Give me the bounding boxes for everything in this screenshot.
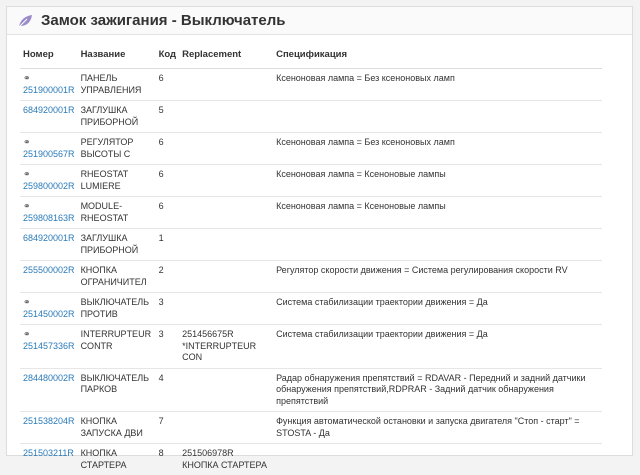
panel-header bbox=[7, 7, 632, 35]
table-row bbox=[20, 368, 602, 412]
part-number-cell bbox=[20, 368, 78, 412]
part-number-cell bbox=[20, 325, 78, 369]
table-row bbox=[20, 412, 602, 444]
table-row bbox=[20, 69, 602, 101]
table-row bbox=[20, 229, 602, 261]
part-code-cell: 2 bbox=[156, 261, 180, 293]
spec-cell: Ксеноновая лампа = Ксеноновые лампы bbox=[273, 197, 602, 229]
column-header-number: Номер bbox=[20, 49, 78, 69]
link-icon[interactable]: ⚭ bbox=[23, 297, 31, 309]
part-number-link[interactable]: 684920001R bbox=[23, 105, 75, 115]
part-name-cell: INTERRUPTEUR CONTR bbox=[78, 325, 156, 369]
part-code-cell: 4 bbox=[156, 368, 180, 412]
part-number-link[interactable]: 251900001R bbox=[23, 85, 75, 95]
part-number-link[interactable]: 251900567R bbox=[23, 149, 75, 159]
link-icon[interactable]: ⚭ bbox=[23, 137, 31, 149]
spec-cell: Регулятор скорости движения = Система регулирования скорости RV bbox=[273, 261, 602, 293]
replacement-cell bbox=[179, 368, 273, 412]
link-icon[interactable]: ⚭ bbox=[23, 201, 31, 213]
replacement-cell bbox=[179, 197, 273, 229]
link-icon[interactable]: ⚭ bbox=[23, 73, 31, 85]
table-row bbox=[20, 444, 602, 475]
leaf-icon bbox=[17, 14, 33, 28]
table-row bbox=[20, 197, 602, 229]
spec-cell bbox=[273, 444, 602, 475]
part-name-cell: КНОПКА СТАРТЕРА bbox=[78, 444, 156, 475]
replacement-cell bbox=[179, 101, 273, 133]
replacement-cell bbox=[179, 229, 273, 261]
part-name-cell: RHEOSTAT LUMIERE bbox=[78, 165, 156, 197]
replacement-cell bbox=[179, 293, 273, 325]
part-number-link[interactable]: 259808163R bbox=[23, 213, 75, 223]
link-icon[interactable]: ⚭ bbox=[23, 169, 31, 181]
part-name-cell: ВЫКЛЮЧАТЕЛЬ ПАРКОВ bbox=[78, 368, 156, 412]
replacement-cell: 251506978R КНОПКА СТАРТЕРА bbox=[179, 444, 273, 475]
spec-cell: Радар обнаружения препятствий = RDAVAR - Передний и задний датчики обнаружения препятствий,RDPRAR - Задний датчик обнаружения препятствий bbox=[273, 368, 602, 412]
link-icon[interactable]: ⚭ bbox=[23, 329, 31, 341]
part-number-cell bbox=[20, 444, 78, 475]
column-header-replacement: Replacement bbox=[179, 49, 273, 69]
part-number-link[interactable]: 684920001R bbox=[23, 233, 75, 243]
part-code-cell: 6 bbox=[156, 165, 180, 197]
part-code-cell: 1 bbox=[156, 229, 180, 261]
spec-cell: Ксеноновая лампа = Без ксеноновых ламп bbox=[273, 133, 602, 165]
replacement-cell bbox=[179, 133, 273, 165]
part-name-cell: ЗАГЛУШКА ПРИБОРНОЙ bbox=[78, 101, 156, 133]
table-row bbox=[20, 165, 602, 197]
part-number-link[interactable]: 284480002R bbox=[23, 373, 75, 383]
part-number-cell bbox=[20, 101, 78, 133]
replacement-cell bbox=[179, 261, 273, 293]
part-code-cell: 5 bbox=[156, 101, 180, 133]
page-title: Замок зажигания - Выключатель bbox=[41, 12, 285, 29]
part-number-cell bbox=[20, 293, 78, 325]
spec-cell: Система стабилизации траектории движения = Да bbox=[273, 325, 602, 369]
part-code-cell: 3 bbox=[156, 325, 180, 369]
spec-cell bbox=[273, 229, 602, 261]
part-code-cell: 6 bbox=[156, 133, 180, 165]
replacement-cell: 251456675R *INTERRUPTEUR CON bbox=[179, 325, 273, 369]
part-number-link[interactable]: 251538204R bbox=[23, 416, 75, 426]
part-number-cell bbox=[20, 165, 78, 197]
part-name-cell: КНОПКА ЗАПУСКА ДВИ bbox=[78, 412, 156, 444]
part-number-link[interactable]: 259800002R bbox=[23, 181, 75, 191]
part-code-cell: 3 bbox=[156, 293, 180, 325]
table-row bbox=[20, 133, 602, 165]
part-number-link[interactable]: 251457336R bbox=[23, 341, 75, 351]
part-number-link[interactable]: 255500002R bbox=[23, 265, 75, 275]
part-code-cell: 8 bbox=[156, 444, 180, 475]
spec-cell: Ксеноновая лампа = Ксеноновые лампы bbox=[273, 165, 602, 197]
part-number-cell bbox=[20, 69, 78, 101]
replacement-cell bbox=[179, 165, 273, 197]
part-name-cell: ПАНЕЛЬ УПРАВЛЕНИЯ bbox=[78, 69, 156, 101]
part-name-cell: РЕГУЛЯТОР ВЫСОТЫ С bbox=[78, 133, 156, 165]
part-name-cell: MODULE-RHEOSTAT bbox=[78, 197, 156, 229]
replacement-cell bbox=[179, 412, 273, 444]
spec-cell bbox=[273, 101, 602, 133]
replacement-cell bbox=[179, 69, 273, 101]
part-number-link[interactable]: 251450002R bbox=[23, 309, 75, 319]
parts-panel bbox=[6, 6, 633, 456]
part-code-cell: 7 bbox=[156, 412, 180, 444]
table-row bbox=[20, 325, 602, 369]
part-number-cell bbox=[20, 197, 78, 229]
column-header-spec: Спецификация bbox=[273, 49, 602, 69]
column-header-code: Код bbox=[156, 49, 180, 69]
table-row bbox=[20, 261, 602, 293]
table-row bbox=[20, 293, 602, 325]
part-number-cell bbox=[20, 261, 78, 293]
part-code-cell: 6 bbox=[156, 69, 180, 101]
table-row bbox=[20, 101, 602, 133]
part-name-cell: ЗАГЛУШКА ПРИБОРНОЙ bbox=[78, 229, 156, 261]
part-number-cell bbox=[20, 229, 78, 261]
part-number-cell bbox=[20, 133, 78, 165]
spec-cell: Система стабилизации траектории движения = Да bbox=[273, 293, 602, 325]
column-header-name: Название bbox=[78, 49, 156, 69]
spec-cell: Функция автоматической остановки и запуска двигателя "Стоп - старт" = STOSTA - Да bbox=[273, 412, 602, 444]
part-name-cell: ВЫКЛЮЧАТЕЛЬ ПРОТИВ bbox=[78, 293, 156, 325]
part-code-cell: 6 bbox=[156, 197, 180, 229]
part-name-cell: КНОПКА ОГРАНИЧИТЕЛ bbox=[78, 261, 156, 293]
spec-cell: Ксеноновая лампа = Без ксеноновых ламп bbox=[273, 69, 602, 101]
parts-table bbox=[20, 49, 602, 475]
part-number-cell bbox=[20, 412, 78, 444]
table-header-row bbox=[20, 49, 602, 69]
part-number-link[interactable]: 251503211R bbox=[23, 448, 74, 458]
